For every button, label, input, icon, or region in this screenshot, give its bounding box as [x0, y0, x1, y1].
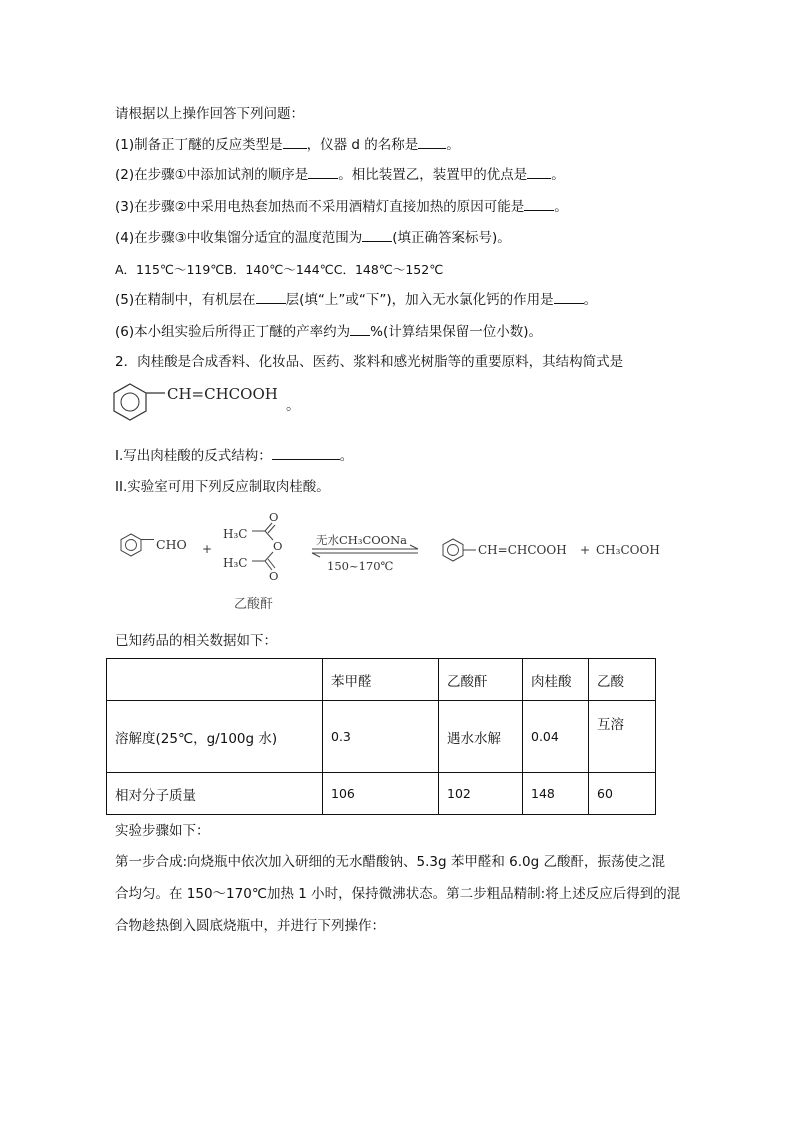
answer-blank [418, 136, 446, 149]
arrow-head-icon [312, 553, 320, 557]
arrow-condition-top: 无水CH₃COONa [316, 533, 408, 547]
answer-blank [283, 136, 307, 149]
question-5 [115, 291, 597, 309]
table-caption: 已知药品的相关数据如下： [115, 633, 277, 649]
answer-blank [308, 166, 338, 179]
answer-blank [524, 198, 554, 211]
question-4-options: A．115℃～119℃B．140℃～144℃C．148℃～152℃ [115, 262, 444, 277]
q4-text-a: (4)在步骤③中收集馏分适宜的温度范围为 [115, 230, 363, 246]
part-I [115, 447, 353, 465]
q2-text-c: 。 [551, 167, 565, 183]
product-1-label: CH=CHCOOH [478, 543, 567, 557]
question-3 [115, 198, 568, 216]
table-header-cell: 肉桂酸 [523, 659, 589, 701]
table-cell: 148 [523, 773, 589, 815]
answer-blank [554, 291, 584, 304]
structure-formula: CH=CHCOOH [167, 385, 278, 403]
question-4 [115, 229, 511, 247]
benzene-circle-icon [448, 545, 459, 556]
reaction-scheme [112, 508, 672, 616]
table-header-cell: 乙酸 [589, 659, 656, 701]
steps-line-1: 第一步合成:向烧瓶中依次加入研细的无水醋酸钠、5.3g 苯甲醛和 6.0g 乙酸酐，振荡使之混 [115, 854, 665, 870]
benzene-ring-icon [443, 539, 463, 561]
answer-blank [527, 166, 551, 179]
product-2-label: CH₃COOH [596, 543, 660, 557]
table-cell: 102 [439, 773, 523, 815]
question-2 [115, 166, 565, 184]
answer-blank [272, 447, 340, 460]
partI-text-b: 。 [339, 448, 354, 464]
benzene-ring-icon [114, 384, 146, 420]
answer-blank [350, 323, 370, 336]
benzene-circle-icon [126, 540, 137, 551]
table-cell: 遇水水解 [439, 701, 523, 773]
anhydride-name-label: 乙酸酐 [234, 597, 274, 612]
anhydride-h3c-top: H₃C [223, 527, 248, 541]
table-row-label: 溶解度(25℃，g/100g 水) [107, 701, 323, 773]
arrow-condition-bottom: 150~170℃ [327, 559, 394, 573]
plus-sign: + [580, 543, 591, 557]
partI-text-a: I.写出肉桂酸的反式结构： [115, 448, 272, 464]
anhydride-h3c-bottom: H₃C [223, 556, 248, 570]
arrow-head-icon [410, 545, 418, 549]
q4-text-b: (填正确答案标号)。 [392, 230, 511, 246]
benzene-ring-icon [121, 534, 141, 556]
q6-text-a: (6)本小组实验后所得正丁醚的产率约为 [115, 324, 351, 340]
question-6 [115, 323, 542, 341]
q6-text-b: %(计算结果保留一位小数)。 [370, 324, 542, 340]
plus-sign: + [202, 542, 213, 556]
drug-data-table [106, 658, 656, 815]
benzene-circle-icon [121, 393, 139, 411]
q1-text-a: (1)制备正丁醚的反应类型是 [115, 137, 283, 153]
q2-text-a: (2)在步骤①中添加试剂的顺序是 [115, 167, 309, 183]
reactant-1-label: CHO [156, 537, 187, 552]
intro-line: 请根据以上操作回答下列问题： [115, 106, 304, 122]
problem-2-intro: 2．肉桂酸是合成香料、化妆品、医药、浆料和感光树脂等的重要原料，其结构简式是 [115, 354, 624, 370]
anhydride-o-bottom: O [269, 569, 279, 583]
table-cell: 106 [323, 773, 439, 815]
question-1 [115, 136, 460, 154]
q2-text-b: 。相比装置乙，装置甲的优点是 [338, 167, 528, 183]
anhydride-o-mid: O [273, 539, 283, 553]
table-cell: 互溶 [589, 701, 656, 773]
table-header-cell: 乙酸酐 [439, 659, 523, 701]
table-header-row [107, 659, 656, 701]
answer-blank [362, 229, 392, 242]
table-row-label: 相对分子质量 [107, 773, 323, 815]
steps-title: 实验步骤如下： [115, 823, 210, 839]
table-header-cell: 苯甲醛 [323, 659, 439, 701]
table-cell: 0.3 [323, 701, 439, 773]
cinnamic-acid-structure [112, 380, 312, 424]
q3-text-a: (3)在步骤②中采用电热套加热而不采用酒精灯直接加热的原因可能是 [115, 199, 525, 215]
structure-period: 。 [286, 398, 300, 414]
q5-text-b: 层(填“上”或“下”)，加入无水氯化钙的作用是 [285, 292, 554, 308]
table-cell: 0.04 [523, 701, 589, 773]
part-II: II.实验室可用下列反应制取肉桂酸。 [115, 479, 330, 495]
steps-line-2: 合均匀。在 150～170℃加热 1 小时，保持微沸状态。第二步粗品精制:将上述反应后得到的混 [115, 886, 681, 902]
table-row [107, 701, 656, 773]
answer-blank [256, 291, 286, 304]
table-cell: 60 [589, 773, 656, 815]
anhydride-o-top: O [269, 510, 279, 524]
q1-text-c: 。 [446, 137, 460, 153]
q1-text-b: ，仪器 d 的名称是 [306, 137, 419, 153]
steps-line-3: 合物趁热倒入圆底烧瓶中，并进行下列操作： [115, 918, 385, 934]
q5-text-a: (5)在精制中，有机层在 [115, 292, 256, 308]
q3-text-c: 。 [554, 199, 568, 215]
table-row [107, 773, 656, 815]
q5-text-c: 。 [583, 292, 598, 308]
table-header-cell [107, 659, 323, 701]
